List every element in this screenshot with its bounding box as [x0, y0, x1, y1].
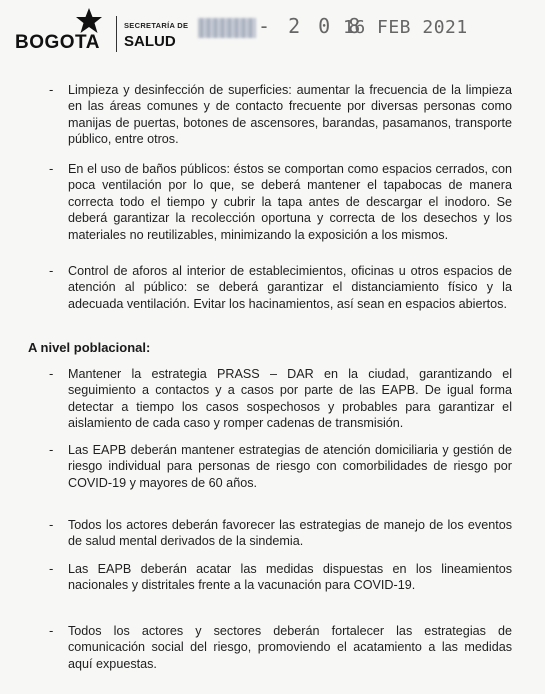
bullet-dash: - [49, 561, 54, 576]
list-item-text: Todos los actores y sectores deberán fortalecer las estrategias de comunicación social del riesgo, promoviendo el acatamiento a las medidas aquí expuestas. [68, 624, 512, 671]
list-item-text: Todos los actores deberán favorecer las estrategias de manejo de los eventos de salud mental derivados de la sindemia. [68, 518, 512, 549]
list-item-text: Mantener la estrategia PRASS – DAR en la ciudad, garantizando el seguimiento a contactos y a casos por parte de las EAPB. De igual forma detectar a tiempo los casos sospechosos y probables para garantizar el aislamiento de cada caso y romper cadenas de transmisión. [68, 367, 512, 431]
header-divider [116, 16, 117, 52]
bullet-dash: - [49, 161, 54, 176]
bullet-dash: - [49, 263, 54, 278]
list-item-text: Limpieza y desinfección de superficies: aumentar la frecuencia de la limpieza en las áreas comunes y de contacto frecuente por diversas personas como manijas de puertas, botones de ascensores, barandas, pasamanos, transporte público, entre otros. [68, 83, 512, 147]
bullet-dash: - [49, 366, 54, 381]
section-title: A nivel poblacional: [28, 340, 151, 355]
salud-label: SALUD [124, 33, 176, 50]
bullet-dash: - [49, 442, 54, 457]
bullet-dash: - [49, 517, 54, 532]
bogota-logo-text: BOGOTA [15, 32, 100, 53]
bullet-dash: - [49, 82, 54, 97]
list-item-text: Las EAPB deberán mantener estrategias de atención domiciliaria y gestión de riesgo individual para personas de riesgo con comorbilidades de riesgo por COVID-19 y mayores de 60 años. [68, 443, 512, 490]
list-item-text: Control de aforos al interior de establecimientos, oficinas u otros espacios de atención al público: se deberá garantizar el distanciamiento físico y la adecuada ventilación. Evitar los hacinamientos, así sean en espacios abiertos. [68, 264, 512, 311]
list-item-text: En el uso de baños públicos: éstos se comportan como espacios cerrados, con poca ventilación por lo que, se deberá mantener el tapabocas de manera correcta todo el tiempo y cubrir la tapa antes de descargar el inodoro. Se deberá garantizar la recolección oportuna y correcta de los desechos y los materiales no reutilizables, minimizando la exposición a los mismos. [68, 162, 512, 242]
star-logo-icon [74, 6, 104, 36]
secretaria-label: SECRETARÍA DE [124, 21, 189, 30]
bullet-dash: - [49, 623, 54, 638]
document-header [0, 0, 545, 62]
list-item-text: Las EAPB deberán acatar las medidas dispuestas en los lineamientos nacionales y distritales frente a la vacunación para COVID-19. [68, 562, 512, 593]
stamp-number: - 2 0 8 [258, 14, 364, 38]
redacted-stamp [198, 18, 256, 38]
stamp-date: 16 FEB 2021 [343, 17, 468, 38]
